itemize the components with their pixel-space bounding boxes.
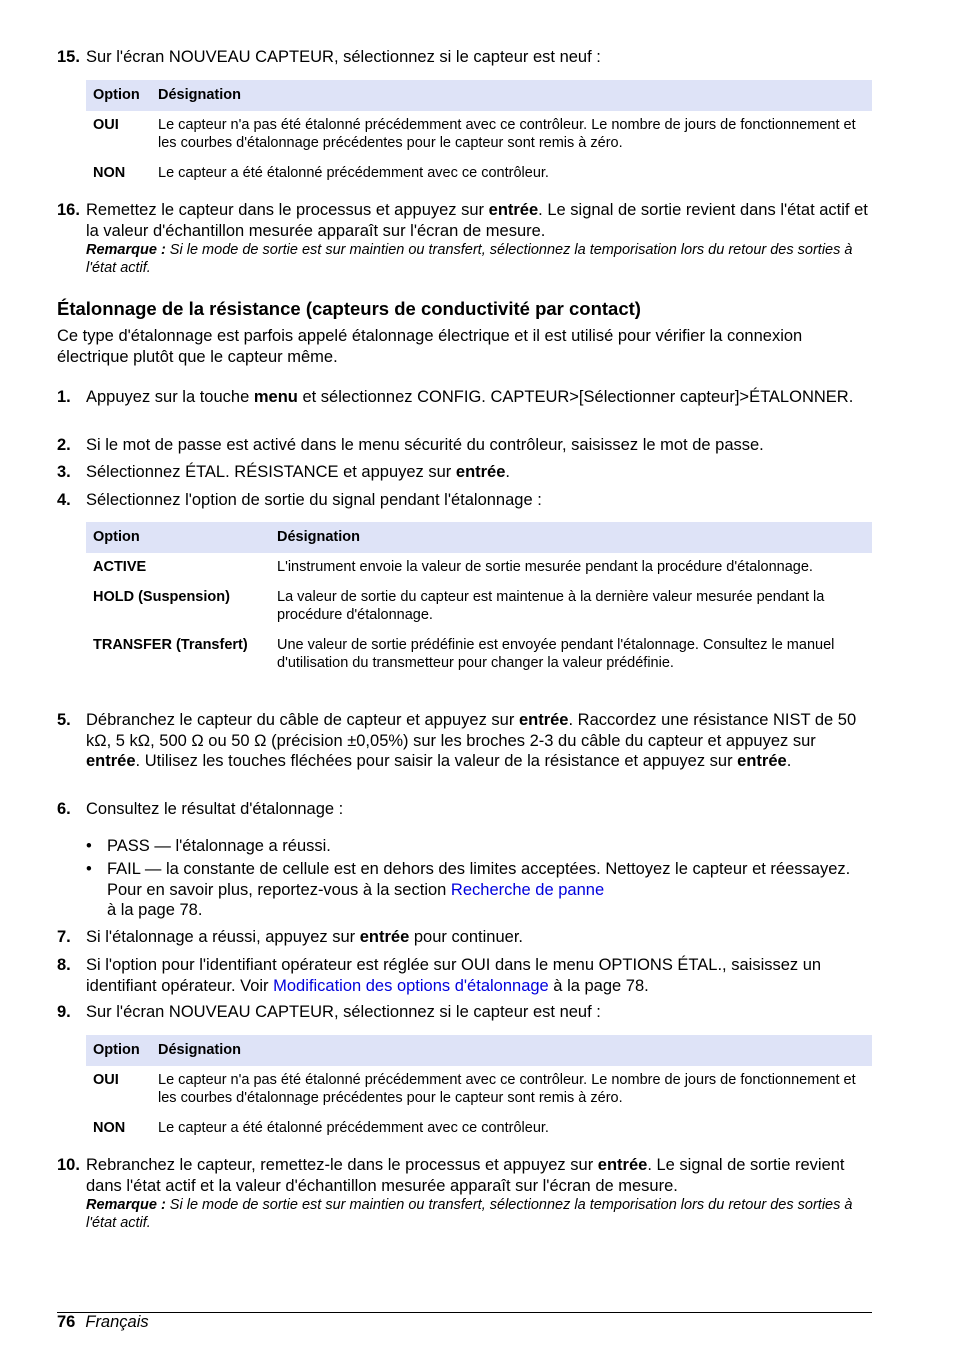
step-3 [57,462,872,483]
option-cell: ACTIVE [93,559,147,575]
step-5 [57,710,872,772]
step-15 [57,47,872,68]
step-text [86,387,872,408]
text-segment: pour continuer. [409,928,524,946]
step-8 [57,955,872,996]
step-number: 9. [57,1003,71,1021]
text-segment: . Raccordez une résistance NIST de 50 kΩ, 5 kΩ, 500 Ω ou 50 Ω (précision ±0,05%) sur les broches 2-3 du câble du capteur et appuyez sur [86,711,857,750]
step-text: Sur l'écran NOUVEAU CAPTEUR, sélectionnez si le capteur est neuf : [86,1003,601,1021]
option-cell: OUI [93,1072,119,1088]
text-segment: Remettez le capteur dans le processus et appuyez sur [86,201,489,219]
designation-cell: Le capteur a été étalonné précédemment avec ce contrôleur. [158,165,549,181]
note-label: Remarque : [86,1197,166,1213]
note [86,241,872,277]
table-row [86,1066,872,1114]
step-1 [57,387,872,408]
step-text [86,462,872,483]
key-label: entrée [455,463,506,481]
text-segment: et sélectionnez CONFIG. CAPTEUR>[Sélectionner capteur]>ÉTALONNER. [297,388,854,406]
text-segment: . [786,752,792,770]
key-label: menu [253,388,298,406]
intro-paragraph: Ce type d'étalonnage est parfois appelé étalonnage électrique et il est utilisé pour vérifier la connexion électrique plutôt que le capteur même. [57,327,803,366]
table-row [86,159,872,189]
footer-language: Français [85,1313,149,1331]
text-segment: Rebranchez le capteur, remettez-le dans le processus et appuyez sur [86,1156,598,1174]
output-option-table [86,522,872,679]
bullet-text: PASS — l'étalonnage a réussi. [107,837,331,855]
step-text [86,200,872,241]
step-number: 6. [57,800,71,818]
designation-cell: Le capteur a été étalonné précédemment avec ce contrôleur. [158,1120,549,1136]
text-segment: . Le signal de sortie revient dans l'état actif et la valeur d'échantillon mesurée apparaît sur l'écran de mesure. [86,1156,845,1195]
table-row [86,631,872,679]
step-2 [57,435,872,456]
page-number: 76 [57,1313,76,1331]
step-number: 4. [57,491,71,509]
text-segment: . [505,463,511,481]
option-cell: OUI [93,117,119,133]
designation-cell: L'instrument envoie la valeur de sortie mesurée pendant la procédure d'étalonnage. [277,559,813,575]
step-text [86,1155,872,1196]
step-text [86,955,872,996]
key-label: entrée [488,201,539,219]
note-text: Si le mode de sortie est sur maintien ou transfert, sélectionnez la temporisation lors du retour des sorties à l'état actif. [86,242,853,276]
table-row [86,553,872,583]
text-segment: à la page 78. [548,976,649,995]
step-number: 8. [57,956,71,974]
text-segment: Si l'option pour l'identifiant opérateur est réglée sur OUI dans le menu OPTIONS ÉTAL., saisissez un identifiant opérateur. Voir [86,956,822,995]
step-4 [57,490,872,511]
text-segment: Si l'étalonnage a réussi, appuyez sur [86,928,360,946]
column-header-option: Option [86,80,151,111]
column-header-designation: Désignation [270,522,872,553]
text-segment: Débranchez le capteur du câble de capteur et appuyez sur [86,711,519,729]
footer-divider [57,1312,872,1313]
step-text: Sur l'écran NOUVEAU CAPTEUR, sélectionnez si le capteur est neuf : [86,48,601,66]
step-10 [57,1155,872,1232]
troubleshooting-link[interactable]: Recherche de panne [450,880,605,899]
text-segment: Appuyez sur la touche [86,388,254,406]
step-16 [57,200,872,277]
column-header-designation: Désignation [151,1035,872,1066]
table-row [86,111,872,159]
step-text: Si le mot de passe est activé dans le menu sécurité du contrôleur, saisissez le mot de passe. [86,436,764,454]
table-row [86,583,872,631]
bullet-marker: • [86,837,92,855]
designation-cell: La valeur de sortie du capteur est maintenue à la dernière valeur mesurée pendant la procédure d'étalonnage. [277,589,825,623]
new-sensor-table-2 [86,1035,872,1144]
step-number: 15. [57,48,80,66]
option-cell: NON [93,165,126,181]
text-segment: FAIL — la constante de cellule est en dehors des limites acceptées. Nettoyez le capteur et réessayez. Pour en savoir plus, reportez-vous à la section [107,860,851,899]
key-label: entrée [518,711,569,729]
page-footer [57,1313,149,1332]
new-sensor-table-1 [86,80,872,189]
bullet-fail [86,859,866,921]
column-header-option: Option [86,1035,151,1066]
step-number: 3. [57,463,71,481]
text-segment: . Utilisez les touches fléchées pour saisir la valeur de la résistance et appuyez sur [135,752,738,770]
step-number: 7. [57,928,71,946]
text-segment: à la page 78. [107,901,203,919]
option-cell: NON [93,1120,126,1136]
note [86,1196,872,1232]
step-number: 1. [57,388,71,406]
option-cell: HOLD (Suspension) [93,589,230,605]
bullet-marker: • [86,860,92,878]
text-segment: . Le signal de sortie revient dans l'état actif et la valeur d'échantillon mesurée apparaît sur l'écran de mesure. [86,201,868,240]
step-number: 5. [57,711,71,729]
step-text: Sélectionnez l'option de sortie du signal pendant l'étalonnage : [86,491,542,509]
text-segment: Sélectionnez ÉTAL. RÉSISTANCE et appuyez sur [86,463,456,481]
key-label: entrée [597,1156,648,1174]
note-text: Si le mode de sortie est sur maintien ou transfert, sélectionnez la temporisation lors du retour des sorties à l'état actif. [86,1197,853,1231]
key-label: entrée [359,928,410,946]
bullet-pass [86,836,866,857]
option-cell: TRANSFER (Transfert) [93,637,248,653]
column-header-option: Option [86,522,270,553]
step-text: Consultez le résultat d'étalonnage : [86,800,344,818]
designation-cell: Le capteur n'a pas été étalonné précédemment avec ce contrôleur. Le nombre de jours de fonctionnement et les courbes d'étalonnage précédentes pour le capteur sont remis à zéro. [158,1072,856,1106]
calibration-options-link[interactable]: Modification des options d'étalonnage [273,976,549,995]
table-row [86,1114,872,1144]
key-label: entrée [737,752,787,770]
section-title: Étalonnage de la résistance (capteurs de conductivité par contact) [57,298,641,319]
step-text [86,927,872,948]
step-7 [57,927,872,948]
step-number: 10. [57,1156,80,1174]
step-9 [57,1002,872,1023]
note-label: Remarque : [86,242,166,258]
step-6 [57,799,872,820]
step-number: 2. [57,436,71,454]
bullet-text [107,859,866,921]
step-number: 16. [57,201,80,219]
step-text [86,710,872,772]
column-header-designation: Désignation [151,80,872,111]
designation-cell: Le capteur n'a pas été étalonné précédemment avec ce contrôleur. Le nombre de jours de fonctionnement et les courbes d'étalonnage précédentes pour le capteur sont remis à zéro. [158,117,856,151]
key-label: entrée [86,752,136,770]
designation-cell: Une valeur de sortie prédéfinie est envoyée pendant l'étalonnage. Consultez le manuel d'utilisation du transmetteur pour changer la valeur prédéfinie. [277,637,835,671]
